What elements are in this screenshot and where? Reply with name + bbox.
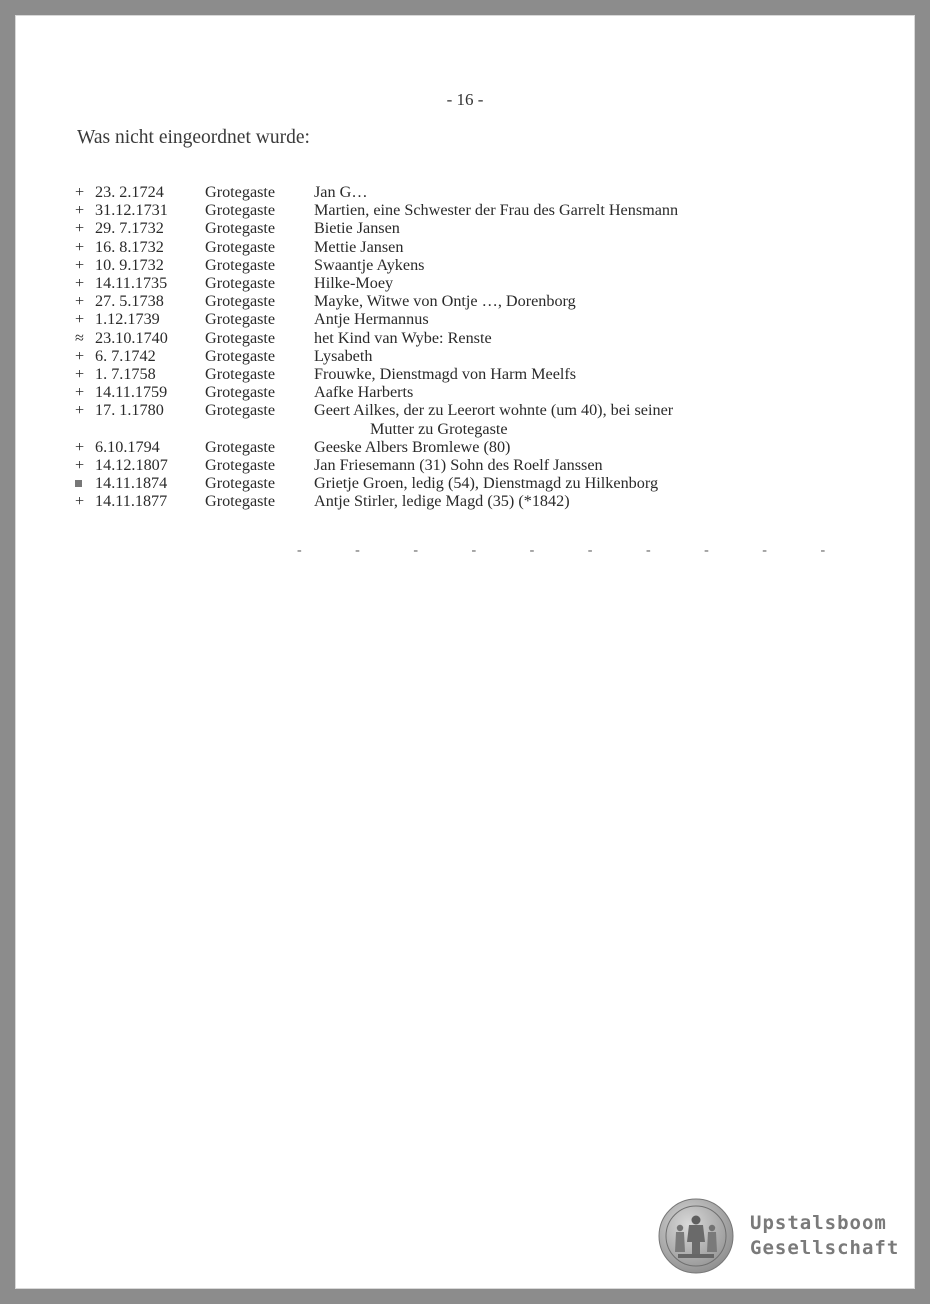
entry-symbol: +: [75, 292, 85, 311]
entry-text-line: Grietje Groen, ledig (54), Dienstmagd zu Hilkenborg: [314, 474, 659, 493]
entry-date: 14.11.1877: [95, 492, 168, 511]
entry-text: [314, 365, 775, 383]
entry-date: 1.12.1739: [95, 310, 160, 329]
entry-symbol: +: [75, 437, 85, 456]
entry-text-line: Martien, eine Schwester der Frau des Garrelt Hensmann: [314, 201, 679, 220]
entry-date-cell: [75, 238, 205, 256]
entry-date: 14.11.1735: [95, 274, 168, 293]
entry-place: Grotegaste: [205, 274, 276, 293]
entry-row: [75, 219, 775, 237]
entry-date: 14.11.1874: [95, 474, 168, 493]
entry-row: [75, 183, 775, 201]
entry-place: Grotegaste: [205, 383, 276, 402]
entry-date-cell: [75, 456, 205, 474]
entry-date-cell: [75, 383, 205, 401]
entry-row: [75, 310, 775, 328]
entry-place: Grotegaste: [205, 401, 276, 420]
entry-text: [314, 438, 775, 456]
entry-date-cell: [75, 256, 205, 274]
entry-text: [314, 292, 775, 310]
entry-place: Grotegaste: [205, 292, 276, 311]
page-number: - 16 -: [446, 90, 484, 109]
entry-place: Grotegaste: [205, 255, 276, 274]
entry-text: [314, 256, 775, 274]
entry-row: [75, 201, 775, 219]
entry-place: Grotegaste: [205, 474, 276, 493]
entry-symbol: +: [75, 255, 85, 274]
entry-text: [314, 456, 775, 474]
entry-place: Grotegaste: [205, 456, 276, 475]
entries-list: [75, 183, 775, 511]
entry-text: [314, 238, 775, 256]
entry-date: 1. 7.1758: [95, 365, 156, 384]
entry-date: 14.12.1807: [95, 456, 168, 475]
entry-row: [75, 347, 775, 365]
entry-row: [75, 492, 775, 510]
entry-date-cell: [75, 492, 205, 510]
entry-text: [314, 310, 775, 328]
entry-row: [75, 365, 775, 383]
entry-row: [75, 438, 775, 456]
logo-line-1: Upstalsboom: [750, 1212, 887, 1234]
entry-text-line: Hilke-Moey: [314, 274, 394, 293]
separator-dashes: - - - - - - - - - -: [297, 543, 851, 558]
entry-text: [314, 201, 775, 219]
entry-date: 16. 8.1732: [95, 237, 164, 256]
publisher-logo: [658, 1198, 899, 1274]
entry-text: [314, 347, 775, 365]
entry-symbol: ≈: [75, 328, 84, 347]
entry-symbol: +: [75, 401, 85, 420]
entry-text-line: Swaantje Aykens: [314, 255, 425, 274]
entry-text: [314, 492, 775, 510]
entry-text-line: Lysabeth: [314, 346, 373, 365]
entry-place: Grotegaste: [205, 346, 276, 365]
entry-row: [75, 456, 775, 474]
entry-text-line: Bietie Jansen: [314, 219, 400, 238]
entry-place: Grotegaste: [205, 201, 276, 220]
entry-date-cell: [75, 310, 205, 328]
entry-place: Grotegaste: [205, 183, 276, 201]
entry-date: 23. 2.1724: [95, 183, 164, 201]
entry-row: [75, 238, 775, 256]
entry-date-cell: [75, 219, 205, 237]
entry-date-cell: [75, 474, 205, 492]
seal-icon: [658, 1198, 734, 1274]
entry-symbol: +: [75, 346, 85, 365]
entry-date-cell: [75, 365, 205, 383]
entry-date-cell: [75, 347, 205, 365]
entry-text-continuation: Mutter zu Grotegaste: [370, 419, 508, 438]
entry-text-line: Geert Ailkes, der zu Leerort wohnte (um 40), bei seiner: [314, 401, 674, 420]
document-page: [15, 15, 915, 1289]
entry-place: Grotegaste: [205, 310, 276, 329]
entry-symbol: +: [75, 492, 85, 511]
entry-date-cell: [75, 201, 205, 219]
entry-text-line: Frouwke, Dienstmagd von Harm Meelfs: [314, 365, 577, 384]
entry-date: 10. 9.1732: [95, 255, 164, 274]
entry-date-cell: [75, 438, 205, 456]
entry-row: [75, 256, 775, 274]
entry-date: 6. 7.1742: [95, 346, 156, 365]
entry-place: Grotegaste: [205, 237, 276, 256]
entry-date-cell: [75, 329, 205, 347]
entry-place: Grotegaste: [205, 492, 276, 511]
entry-date: 31.12.1731: [95, 201, 168, 220]
entry-symbol: +: [75, 274, 85, 293]
entry-place: Grotegaste: [205, 437, 276, 456]
entry-date: 27. 5.1738: [95, 292, 164, 311]
entry-text: [314, 401, 775, 437]
entry-symbol: +: [75, 365, 85, 384]
entry-place: Grotegaste: [205, 219, 276, 238]
entry-text: [314, 219, 775, 237]
section-heading: Was nicht eingeordnet wurde:: [77, 127, 310, 148]
entry-date-cell: [75, 274, 205, 292]
entry-date-cell: [75, 292, 205, 310]
entry-symbol: +: [75, 237, 85, 256]
entry-text: [314, 274, 775, 292]
entry-date-cell: [75, 183, 205, 201]
entry-date: 23.10.1740: [95, 328, 168, 347]
entry-date: 6.10.1794: [95, 437, 160, 456]
entry-text-line: het Kind van Wybe: Renste: [314, 328, 492, 347]
entry-date: 14.11.1759: [95, 383, 168, 402]
entry-text-line: Mettie Jansen: [314, 237, 404, 256]
entry-text-line: Jan G…: [314, 183, 368, 201]
entry-text-line: Jan Friesemann (31) Sohn des Roelf Janssen: [314, 456, 603, 475]
entry-row: [75, 292, 775, 310]
entry-text-line: Antje Hermannus: [314, 310, 429, 329]
entry-place: Grotegaste: [205, 365, 276, 384]
entry-row: [75, 474, 775, 492]
entry-text-line: Geeske Albers Bromlewe (80): [314, 437, 511, 456]
entry-text: [314, 329, 775, 347]
entry-text-line: Antje Stirler, ledige Magd (35) (*1842): [314, 492, 570, 511]
entry-text-line: Mayke, Witwe von Ontje …, Dorenborg: [314, 292, 576, 311]
entry-place: Grotegaste: [205, 328, 276, 347]
entry-symbol: +: [75, 219, 85, 238]
entry-text: [314, 183, 775, 201]
entry-text: [314, 383, 775, 401]
entry-symbol: +: [75, 383, 85, 402]
entry-symbol: +: [75, 456, 85, 475]
entry-date-cell: [75, 401, 205, 437]
entry-row: [75, 383, 775, 401]
entry-row: [75, 274, 775, 292]
entry-symbol: +: [75, 201, 85, 220]
entry-symbol: +: [75, 310, 85, 329]
entry-date: 29. 7.1732: [95, 219, 164, 238]
entry-text: [314, 474, 775, 492]
entry-date: 17. 1.1780: [95, 401, 164, 420]
square-marker-icon: [75, 474, 95, 492]
entry-text-line: Aafke Harberts: [314, 383, 414, 402]
entry-symbol: +: [75, 183, 85, 201]
logo-line-2: Gesellschaft: [750, 1237, 900, 1259]
entry-row: [75, 329, 775, 347]
entry-row: [75, 401, 775, 437]
